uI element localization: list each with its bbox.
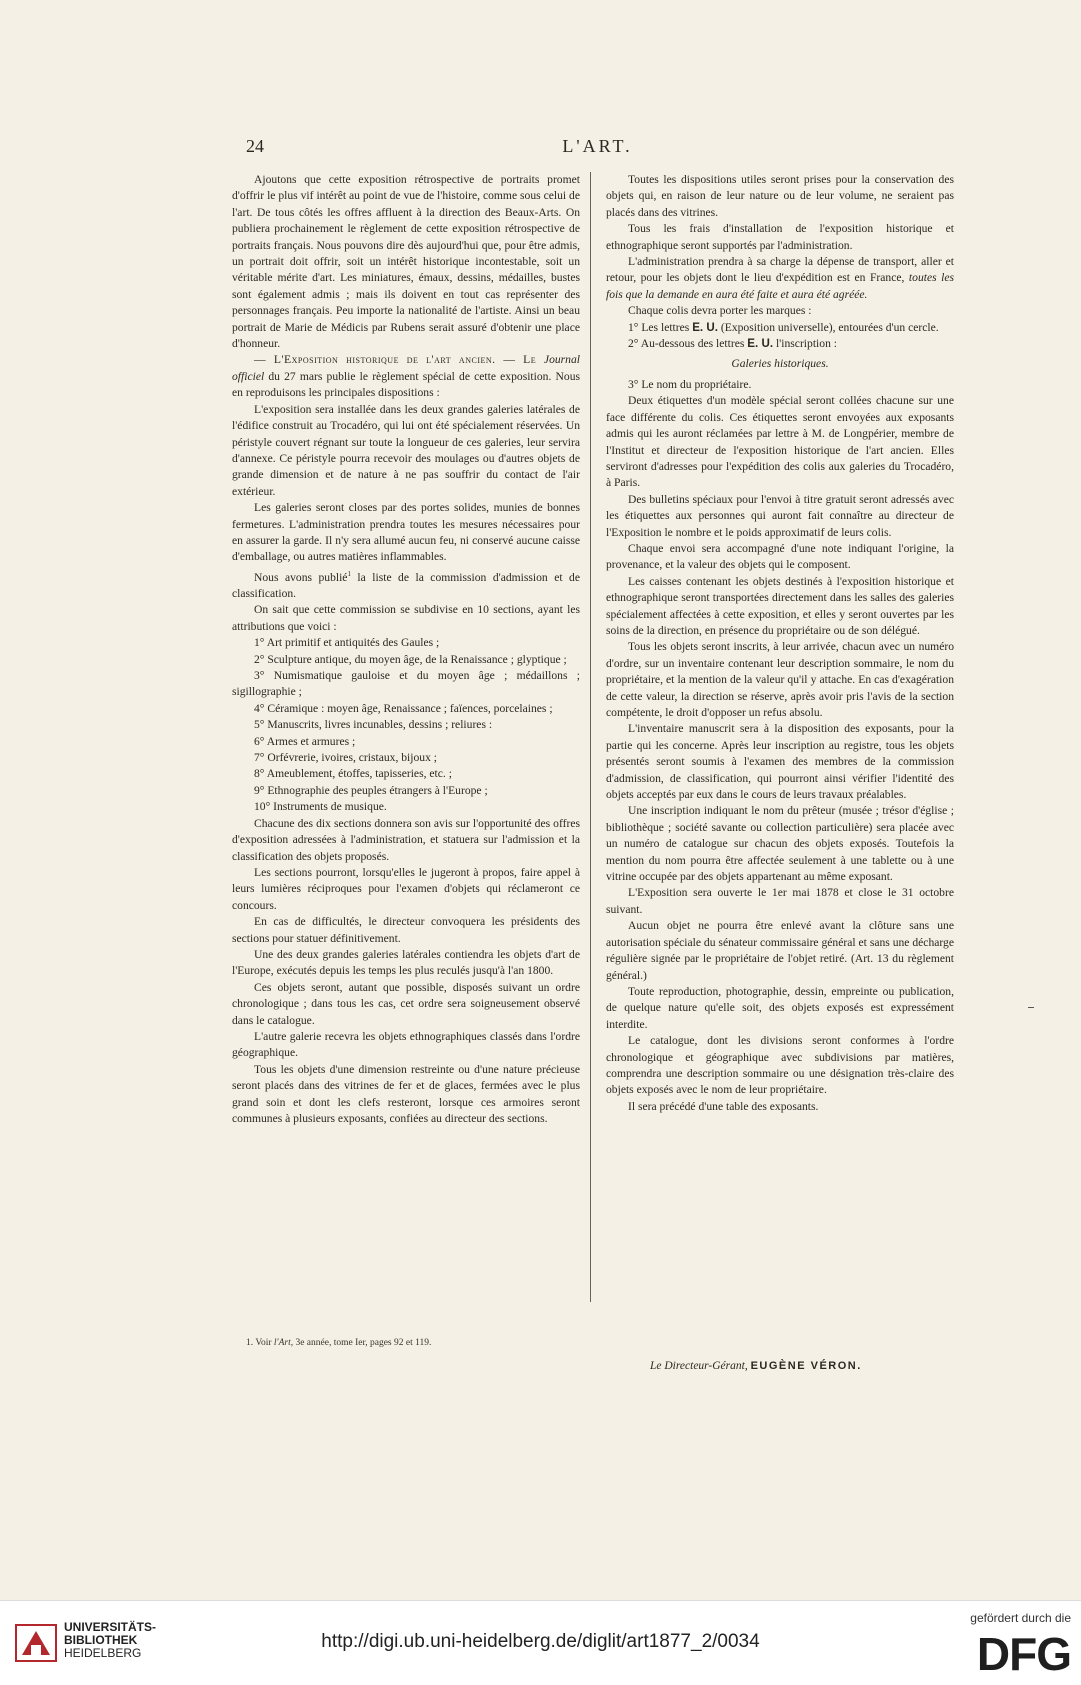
paragraph: Aucun objet ne pourra être enlevé avant la clôture sans une autorisation spéciale du sénateur commissaire général et sans une décharge régulière signée par le propriétaire de l'objet retiré. (Art. 13 du règlement général.) [606,919,954,982]
signature: Le Directeur-Gérant, EUGÈNE VÉRON. [650,1360,862,1372]
paragraph: 3° Le nom du propriétaire. [628,377,752,391]
paragraph: Toute reproduction, photographie, dessin, empreinte ou publication, de quelque nature qu'elle soit, des objets exposés est expressément interdite. [606,984,954,1031]
section-item: 9° Ethnographie des peuples étrangers à l'Europe ; [254,783,488,797]
section-item: 8° Ameublement, étoffes, tapisseries, etc. ; [254,767,452,781]
column-rule [590,172,591,1302]
section-item: 4° Céramique : moyen âge, Renaissance ; faïences, porcelaines ; [254,701,553,715]
paragraph: On sait que cette commission se subdivise en 10 sections, ayant les attributions que voici : [232,603,580,633]
margin-mark [1028,1007,1034,1008]
paragraph: Tous les objets seront inscrits, à leur arrivée, chacun avec un numéro d'ordre, sur un inventaire contenant leur description sommaire, le nom du propriétaire, et la mention de la valeur qu'il y attache. En cas d'exagération de cette valeur, la direction se réserve, après avoir pris l'avis de la section compétente, le droit d'opposer un refus absolu. [606,640,954,719]
paragraph: Tous les frais d'installation de l'exposition historique et ethnographique seront supportés par l'administration. [606,222,954,252]
paragraph: Les caisses contenant les objets destinés à l'exposition historique et ethnographique seront transportées directement dans les salles des galeries spécialement affectées à cette exposition, et elles y seront ouvertes par les soins de la direction, en présence du propriétaire ou de son délégué. [606,574,954,637]
section-item: 3° Numismatique gauloise et du moyen âge ; médaillons ; sigillographie ; [232,669,580,699]
paragraph: Nous avons publié$^1$ la liste de la commission d'admission et de classification. [232,569,580,601]
paragraph: L'autre galerie recevra les objets ethnographiques classés dans l'ordre géographique. [232,1029,580,1060]
right-column [606,172,954,1115]
paragraph: Le catalogue, dont les divisions seront conformes à l'ordre chronologique et géographique avec subdivisions par matières, comprendra une description sommaire ou une désignation très-claire des objets exposés avec le nom de leur propriétaire. [606,1034,954,1097]
paragraph: 2° Au-dessous des lettres E. U. l'inscription : [628,337,837,351]
page-number: 24 [246,136,264,156]
permalink-url[interactable]: http://digi.ub.uni-heidelberg.de/diglit/art1877_2/0034 [321,1631,760,1652]
section-item: 1° Art primitif et antiquités des Gaules ; [254,636,440,650]
page-header [232,136,963,160]
section-item: 7° Orfévrerie, ivoires, cristaux, bijoux ; [254,751,437,765]
dfg-logo: DFG [976,1628,1071,1680]
section-item: 5° Manuscrits, livres incunables, dessins ; reliures : [254,718,493,732]
paragraph: L'exposition sera installée dans les deux grandes galeries latérales de l'édifice construit au Trocadéro, qui lui ont été spécialement réservées. Un péristyle couvert régnant sur toute la longueur de ces galeries, leur servira d'annexe. Ce péristyle pourra recevoir des moulages ou d'autres objets de grande dimension et de nature à ne pas souffrir du contact de l'air extérieur. [232,402,580,498]
left-column [232,172,580,1127]
running-title: L'ART. [562,136,633,156]
paragraph: Des bulletins spéciaux pour l'envoi à titre gratuit seront adressés avec les étiquettes aux personnes qui auront fait connaître au directeur de l'Exposition le nombre et le poids approximatif de leurs colis. [606,492,954,539]
section-item: 2° Sculpture antique, du moyen âge, de la Renaissance ; glyptique ; [254,652,567,666]
paragraph: Toutes les dispositions utiles seront prises pour la conservation des objets qui, en raison de leur nature ou de leur volume, ne seraient pas placés dans des vitrines. [606,173,954,219]
library-name: UNIVERSITÄTS- BIBLIOTHEK HEIDELBERG [64,1620,157,1660]
paragraph: Il sera précédé d'une table des exposants. [628,1099,819,1113]
paragraph: En cas de difficultés, le directeur convoquera les présidents des sections pour statuer définitivement. [232,915,580,945]
paragraph: Chacune des dix sections donnera son avis sur l'opportunité des offres d'exposition adressées à l'administration, et statuera sur l'admission et la classification des objets proposés. [232,816,580,863]
paragraph: Chaque colis devra porter les marques : [628,304,812,318]
funding-text: gefördert durch die [970,1611,1071,1625]
paragraph: 1° Les lettres E. U. (Exposition universelle), entourées d'un cercle. [628,320,939,334]
section-item: 10° Instruments de musique. [254,800,387,814]
paragraph: L'inventaire manuscrit sera à la disposition des exposants, pour la partie qui les concerne. Après leur inscription au registre, tous les objets présentés seront soumis à l'examen des membres de la commission d'admission, de classification, qui pourront ainsi vérifier l'identité des objets acceptés par eux dans le cours de leurs travaux préalables. [606,722,954,802]
paragraph: Tous les objets d'une dimension restreinte ou d'une nature précieuse seront placés dans des vitrines de fer et de glaces, fermées avec le plus grand soin et dont les clefs resteront, lorsque ces armoires seront communes à plusieurs exposants, confiées au directeur des sections. [232,1062,580,1126]
paragraph: Une des deux grandes galeries latérales contiendra les objets d'art de l'Europe, exécutés depuis les temps les plus reculés jusqu'à l'an 1800. [232,947,580,978]
paragraph: — L'Exposition historique de l'art ancien. — Le Journal officiel du 27 mars publie le règlement spécial de cette exposition. Nous en reproduisons les principales dispositions : [232,353,580,400]
section-item: 6° Armes et armures ; [254,734,356,748]
paragraph: Une inscription indiquant le nom du prêteur (musée ; trésor d'église ; bibliothèque ; société savante ou collection particulière) sera placée avec un numéro de catalogue sur chacun des objets exposés. Toutefois la mention du nom pourra être affectée seulement à une tablette ou à une vitrine occupée par des objets appartenant au même exposant. [606,804,954,884]
paragraph: Ajoutons que cette exposition rétrospective de portraits promet d'offrir le plus vif intérêt au point de vue de l'histoire, comme sous celui de l'art. De tous côtés les offres affluent à la direction des Beaux-Arts. On publiera prochainement le règlement de cette exposition rétrospective de portraits français. Nous pouvons dire dès aujourd'hui que, pour être admis, un portrait doit offrir, soit un intérêt historique incontestable, soit un véritable mérite d'art. Les miniatures, émaux, dessins, médailles, bustes sont également admis ; mais ils doivent en tout cas représenter des personnages français. Peu importe la nationalité de l'artiste. Ainsi un beau portrait de Marie de Médicis par Rubens serait assuré d'obtenir une place d'honneur. [232,173,580,351]
paragraph: L'Exposition sera ouverte le 1er mai 1878 et close le 31 octobre suivant. [606,886,954,916]
paragraph: Les sections pourront, lorsqu'elles le jugeront à propos, faire appel à leurs lumières réciproques pour l'examen d'objets qui réclameront ce concours. [232,865,580,912]
viewer-footer [0,1600,1081,1685]
inscription-text: Galeries historiques. [731,357,829,371]
paragraph: Deux étiquettes d'un modèle spécial seront collées chacune sur une face différente du colis. Ces étiquettes seront envoyées aux exposants admis qui les auront réclamées par lettre à M. de Longpérier, membre de l'Institut et directeur de l'exposition historique de l'art ancien. Elles serviront d'adresses pour l'expédition des colis aux galeries du Trocadéro, à Paris. [606,394,954,490]
footnote: 1. Voir l'Art, 3e année, tome Ier, pages 92 et 119. [246,1338,432,1348]
footnote-ref: 1 [347,569,351,578]
paragraph: Ces objets seront, autant que possible, disposés suivant un ordre chronologique ; dans tous les cas, cet ordre sera soigneusement observé dans le catalogue. [232,980,580,1027]
paragraph: Les galeries seront closes par des portes solides, munies de bonnes fermetures. L'administration prendra toutes les mesures nécessaires pour en assurer la garde. Il n'y sera allumé aucun feu, ni conservé aucune caisse d'emballage, ou autres matières inflammables. [232,501,580,564]
paragraph: Chaque envoi sera accompagné d'une note indiquant l'origine, la provenance, et la valeur des objets qui le composent. [606,541,954,572]
paragraph: L'administration prendra à sa charge la dépense de transport, aller et retour, pour les objets dont le lieu d'expédition est en France, toutes les fois que la demande en aura été faite et aura été agréée. [606,255,954,301]
